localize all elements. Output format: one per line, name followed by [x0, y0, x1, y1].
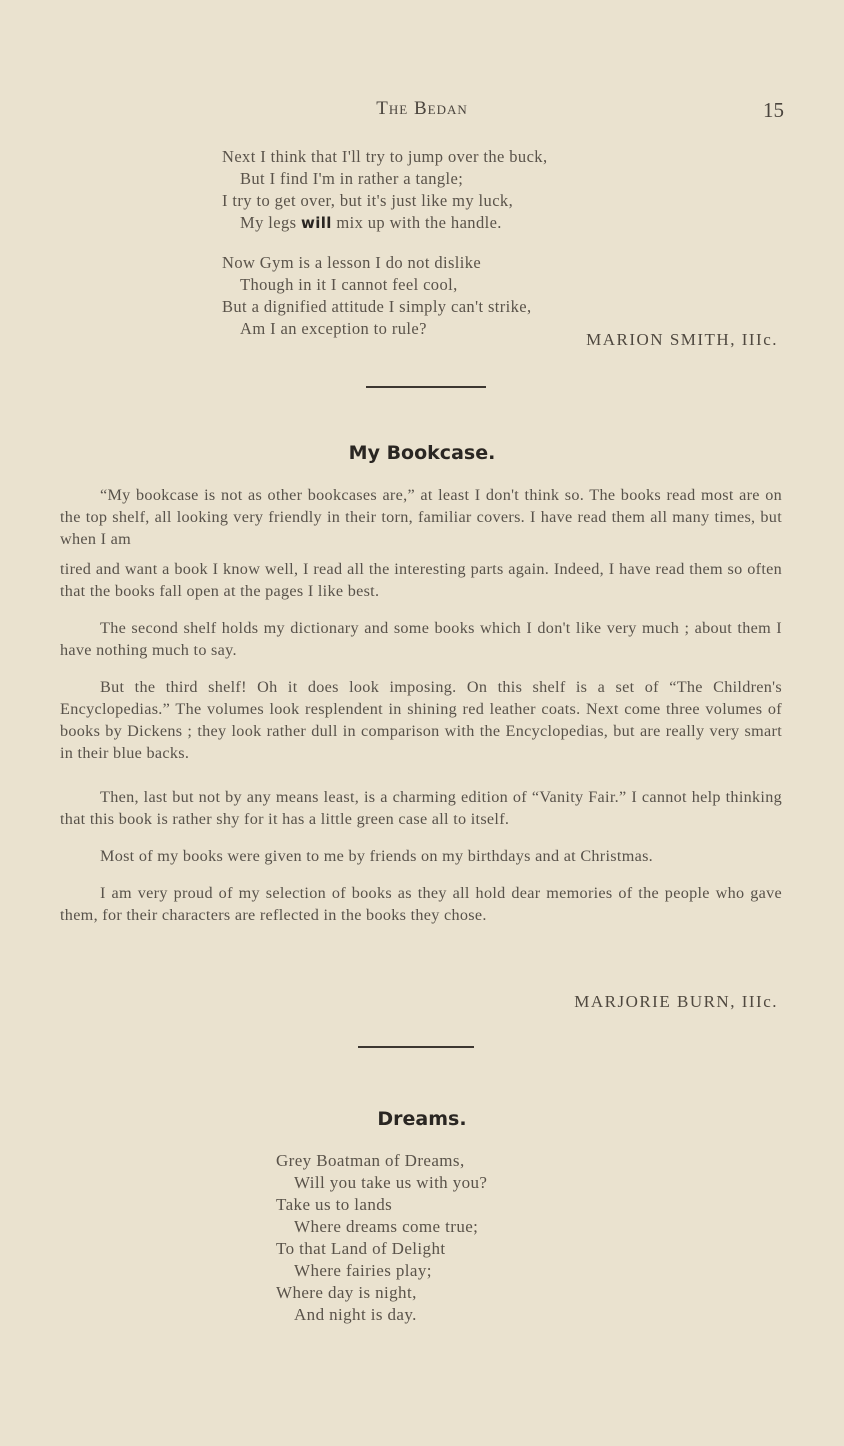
poem-line: Where day is night, [276, 1283, 417, 1302]
essay-body-part1 [60, 484, 782, 550]
poem-line: To that Land of Delight [276, 1239, 446, 1258]
paragraph: The second shelf holds my dictionary and some books which I don't like very much ; about them I have nothing much to say. [60, 619, 782, 659]
poem-line: But I find I'm in rather a tangle; [240, 169, 464, 188]
running-header [0, 98, 844, 128]
paragraph: Then, last but not by any means least, is a charming edition of “Vanity Fair.” I cannot help thinking that this book is rather shy for it has a little green case all to itself. [60, 788, 782, 828]
poem-dreams [276, 1150, 487, 1326]
author-byline: MARJORIE BURN, IIIc. [574, 992, 778, 1011]
paragraph: “My bookcase is not as other bookcases are,” at least I don't think so. The books read most are on the top shelf, all looking very friendly in their torn, familiar covers. I have read them all many times, but when I am [60, 486, 782, 548]
section-title: Dreams. [377, 1108, 467, 1130]
essay-body-part2 [60, 558, 782, 926]
poem-text: My legs [240, 213, 301, 232]
poem-line: Now Gym is a lesson I do not dislike [222, 253, 482, 272]
poem-line: But a dignified attitude I simply can't strike, [222, 297, 532, 316]
section-divider [366, 386, 486, 388]
poem-text: mix up with the handle. [331, 213, 502, 232]
poem-line: I try to get over, but it's just like my luck, [222, 191, 514, 210]
paragraph: Most of my books were given to me by friends on my birthdays and at Christmas. [100, 847, 654, 865]
poem-line: Where fairies play; [294, 1261, 432, 1280]
poem-line: Where dreams come true; [294, 1217, 479, 1236]
paragraph: But the third shelf! Oh it does look imposing. On this shelf is a set of “The Children's Encyclopedias.” The volumes look resplendent in shining red leather coats. Next come three volumes of books by Dickens ; they look rather dull in comparison with the Encyclopedias, but are really very smart in their blue backs. [60, 678, 782, 762]
section-title: My Bookcase. [348, 442, 496, 464]
emphasis-word: will [300, 214, 332, 232]
paragraph: tired and want a book I know well, I read all the interesting parts again. Indeed, I have read them so often that the books fall open at the pages I like best. [60, 560, 782, 600]
poem-line: Grey Boatman of Dreams, [276, 1151, 465, 1170]
poem-line: And night is day. [294, 1305, 417, 1324]
poem-line [222, 212, 547, 234]
journal-title: The Bedan [376, 98, 468, 119]
page-number: 15 [763, 98, 784, 122]
poem-line: Take us to lands [276, 1195, 393, 1214]
author-byline: MARION SMITH, IIIc. [586, 330, 778, 349]
poem-gym [222, 146, 547, 340]
paragraph: I am very proud of my selection of books as they all hold dear memories of the people who gave them, for their characters are reflected in the books they chose. [60, 884, 782, 924]
section-divider [358, 1046, 474, 1048]
poem-line: Though in it I cannot feel cool, [240, 275, 458, 294]
poem-line: Next I think that I'll try to jump over the buck, [222, 147, 548, 166]
poem-line: Am I an exception to rule? [240, 319, 427, 338]
poem-line: Will you take us with you? [294, 1173, 488, 1192]
